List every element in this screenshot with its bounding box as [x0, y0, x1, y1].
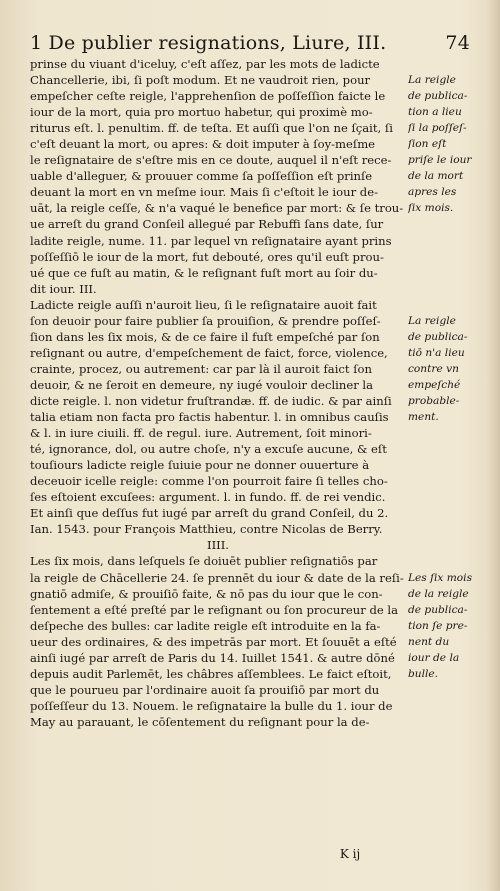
text-line: deſpeche des bulles: car ladite reigle eſt introduite en la fa- [30, 618, 381, 633]
text-line: crainte, procez, ou autrement: car par là il auroit faict ſon [30, 361, 372, 376]
text-line: ueur des ordinaires, & des impetrās par mort. Et ſouuēt a eſté [30, 634, 397, 649]
margin-note-line: La reigle [408, 314, 456, 327]
margin-note-line: tiō n'a lieu [408, 346, 465, 359]
text-line: talia etiam non facta pro factis habentur. l. in omnibus cauſis [30, 410, 389, 425]
margin-note-line: ment. [408, 411, 439, 424]
text-line: iour de la mort, quia pro mortuo habetur, qui proximè mo- [30, 105, 373, 120]
margin-note-line: bulle. [408, 667, 439, 680]
text-line: le reſignataire de s'eſtre mis en ce doute, auquel il n'eſt rece- [30, 153, 392, 168]
margin-note-line: de publica- [408, 603, 468, 616]
margin-note-line: iour de la [408, 651, 460, 664]
text-line: ue arreſt du grand Conſeil allegué par Rebuffi ſans date, ſur [30, 217, 384, 232]
text-line: ué que ce fuſt au matin, & le reſignant fuſt mort au ſoir du- [30, 265, 378, 280]
text-line: Chancellerie, ibi, ſi poſt modum. Et ne vaudroit rien, pour [30, 73, 371, 88]
section-heading: IIII. [206, 538, 229, 553]
margin-note-line: ſix mois. [408, 202, 454, 215]
margin-note-line: La reigle [408, 74, 456, 87]
text-line: ainſi iugé par arreſt de Paris du 14. Iuillet 1541. & autre dōné [30, 650, 395, 665]
text-line: que le pourueu par l'ordinaire auoit ſa prouiſiō par mort du [30, 682, 380, 697]
text-line: empeſcher ceſte reigle, l'apprehenſion de poſſeſſion faicte le [30, 89, 386, 104]
margin-note-line: nent du [408, 635, 450, 648]
margin-note-line: contre vn [408, 362, 459, 375]
text-line: Ladicte reigle auſſi n'auroit lieu, ſi le reſignataire auoit fait [30, 297, 377, 312]
main-text-column [30, 56, 406, 730]
text-line: depuis audit Parlemēt, les châbres aſſemblees. Le faict eſtoit, [30, 666, 392, 681]
margin-note-line: de la mort [408, 170, 464, 183]
text-line: ladite reigle, nume. 11. par lequel vn reſignataire ayant prins [30, 233, 392, 248]
text-line: ſion dans les ſix mois, & de ce faire il fuſt empeſché par ſon [30, 329, 380, 344]
margin-note-line: de la reigle [408, 587, 469, 600]
text-line: uāt, la reigle ceſſe, & n'a vaqué le benefice par mort: & ſe trou- [30, 201, 404, 216]
text-line: & l. in iure ciuili. ff. de regul. iure. Autrement, ſoit minori- [30, 426, 372, 441]
margin-note-line: de publica- [408, 330, 468, 343]
margin-note-line: ſi la poſſeſ- [408, 122, 467, 135]
page-number: 74 [445, 32, 470, 54]
text-line: prinse du viuant d'iceluy, c'eſt aſſez, par les mots de ladicte [30, 57, 380, 71]
text-line: dicte reigle. l. non videtur fruſtrandæ. ff. de iudic. & par ainſi [30, 393, 392, 408]
text-line: poſſeſſeur du 13. Nouem. le reſignataire la bulle du 1. iour de [30, 698, 393, 713]
text-line: ſon deuoir pour faire publier ſa prouiſion, & prendre poſſeſ- [30, 313, 381, 328]
margin-note-line: priſe le iour [408, 154, 472, 167]
margin-note-line: empeſché [408, 378, 461, 391]
text-line: c'eſt deuant la mort, ou apres: & doit imputer à ſoy-meſme [30, 137, 376, 152]
page-header [30, 30, 470, 56]
text-line: uable d'alleguer, & prouuer comme ſa poſſeſſion eſt prinſe [30, 169, 373, 184]
text-line: ſentement a eſté preſté par le reſignant ou ſon procureur de la [30, 602, 399, 617]
text-line: reſignant ou autre, d'empeſchement de faict, force, violence, [30, 345, 388, 360]
text-line: gnatiō admiſe, & prouiſiō faite, & nō pas du iour que le con- [30, 586, 383, 601]
margin-notes [408, 56, 498, 682]
text-line: té, ignorance, dol, ou autre choſe, n'y a excuſe aucune, & eſt [30, 442, 387, 457]
text-line: Les ſix mois, dans leſquels ſe doiuēt publier reſignatiōs par [30, 554, 378, 569]
text-line: ſes eſtoient excuſees: argument. l. in fundo. ff. de rei vendic. [30, 490, 386, 505]
text-line: poſſeſſiō le iour de la mort, fut debouté, ores qu'il euſt prou- [30, 249, 384, 264]
section-heading-line: dit iour. III. [30, 281, 97, 296]
text-line: la reigle de Chācellerie 24. ſe prennēt du iour & date de la reſi- [30, 570, 404, 585]
margin-note-line: apres les [408, 186, 457, 199]
margin-note-line: de publica- [408, 90, 468, 103]
margin-note-line: probable- [408, 394, 460, 407]
text-line: deceuoir icelle reigle: comme l'on pourroit faire ſi telles cho- [30, 474, 388, 489]
margin-note-line: tion ſe pre- [408, 619, 468, 632]
text-line: Ian. 1543. pour François Matthieu, contre Nicolas de Berry. [30, 522, 383, 537]
margin-note-line: Les ſix mois [408, 571, 473, 584]
text-line: deuoir, & ne ſeroit en demeure, ny iugé vouloir decliner la [30, 377, 374, 392]
page-edge-shadow [486, 0, 500, 891]
margin-note-line: ſion eſt [408, 138, 447, 151]
text-line: touſiours ladicte reigle ſuiuie pour ne donner ouuerture à [30, 458, 370, 473]
text-line: May au parauant, le cōſentement du reſignant pour la de- [30, 714, 370, 729]
running-head: 1 De publier resignations, Liure, III. [30, 32, 387, 54]
margin-note-line: tion a lieu [408, 106, 462, 119]
text-line: riturus eſt. l. penultim. ff. de teſta. Et auſſi que l'on ne ſçait, ſi [30, 121, 393, 136]
text-line: deuant la mort en vn meſme iour. Mais ſi c'eſtoit le iour de- [30, 185, 379, 200]
signature-mark: K ij [339, 847, 361, 861]
text-line: Et ainſi que deſſus fut iugé par arreſt du grand Conſeil, du 2. [30, 506, 389, 521]
